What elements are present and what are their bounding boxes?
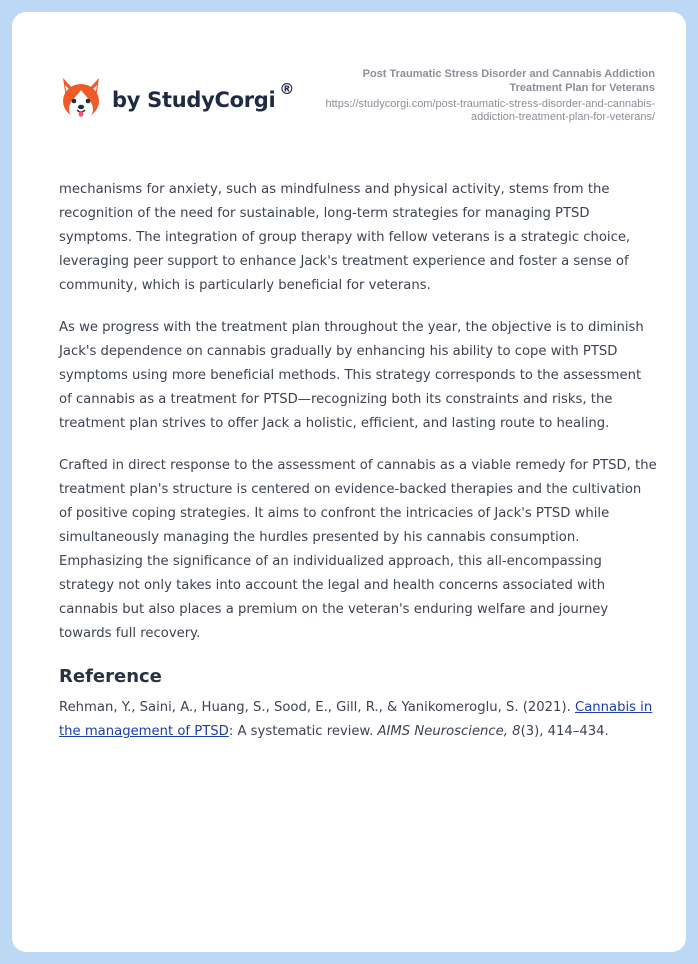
corgi-icon [60,76,102,122]
reference-authors: Rehman, Y., Saini, A., Huang, S., Sood, E., Gill, R., & Yanikomeroglu, S. (2021). [59,700,575,715]
body-paragraph: Crafted in direct response to the assessment of cannabis as a viable remedy for PTSD, the treatment plan's structure is centered on evidence-backed therapies and the cultivation of positive coping strategies. It aims to confront the intricacies of Jack's PTSD while simultaneously managing the hurdles presented by his cannabis consumption. Emphasizing the significance of an individualized approach, this all-encompassing strategy not only takes into account the legal and health concerns associated with cannabis but also places a premium on the veteran's enduring welfare and journey towards full recovery. [59,458,657,641]
reference-link[interactable]: Cannabis in the management of PTSD [59,700,653,739]
reference-journal: AIMS Neuroscience, 8 [377,724,521,739]
page-header [12,12,686,152]
document-url[interactable]: https://studycorgi.com/post-traumatic-stress-disorder-and-cannabis-addiction-treatment-plan-for-veterans/ [325,98,655,123]
document-meta [315,67,655,124]
studycorgi-logo[interactable] [60,76,294,122]
document-body [59,178,657,744]
reference-entry [59,696,657,744]
registered-mark: ® [279,80,295,98]
body-paragraph: As we progress with the treatment plan throughout the year, the objective is to diminish Jack's dependence on cannabis gradually by enhancing his ability to cope with PTSD symptoms using more beneficial methods. This strategy corresponds to the assessment of cannabis as a treatment for PTSD—recognizing both its constraints and risks, the treatment plan strives to offer Jack a holistic, efficient, and lasting route to healing. [59,320,644,431]
document-title: Post Traumatic Stress Disorder and Cannabis Addiction Treatment Plan for Veterans [362,68,655,94]
document-page [12,12,686,952]
body-paragraph: mechanisms for anxiety, such as mindfulness and physical activity, stems from the recognition of the need for sustainable, long-term strategies for managing PTSD symptoms. The integration of group therapy with fellow veterans is a strategic choice, leveraging peer support to enhance Jack's treatment experience and foster a sense of community, which is particularly beneficial for veterans. [59,182,631,293]
brand-name: by StudyCorgi [112,88,276,112]
reference-heading: Reference [59,666,162,687]
reference-pages: (3), 414–434. [520,724,609,739]
reference-subtitle: : A systematic review. [228,724,378,739]
